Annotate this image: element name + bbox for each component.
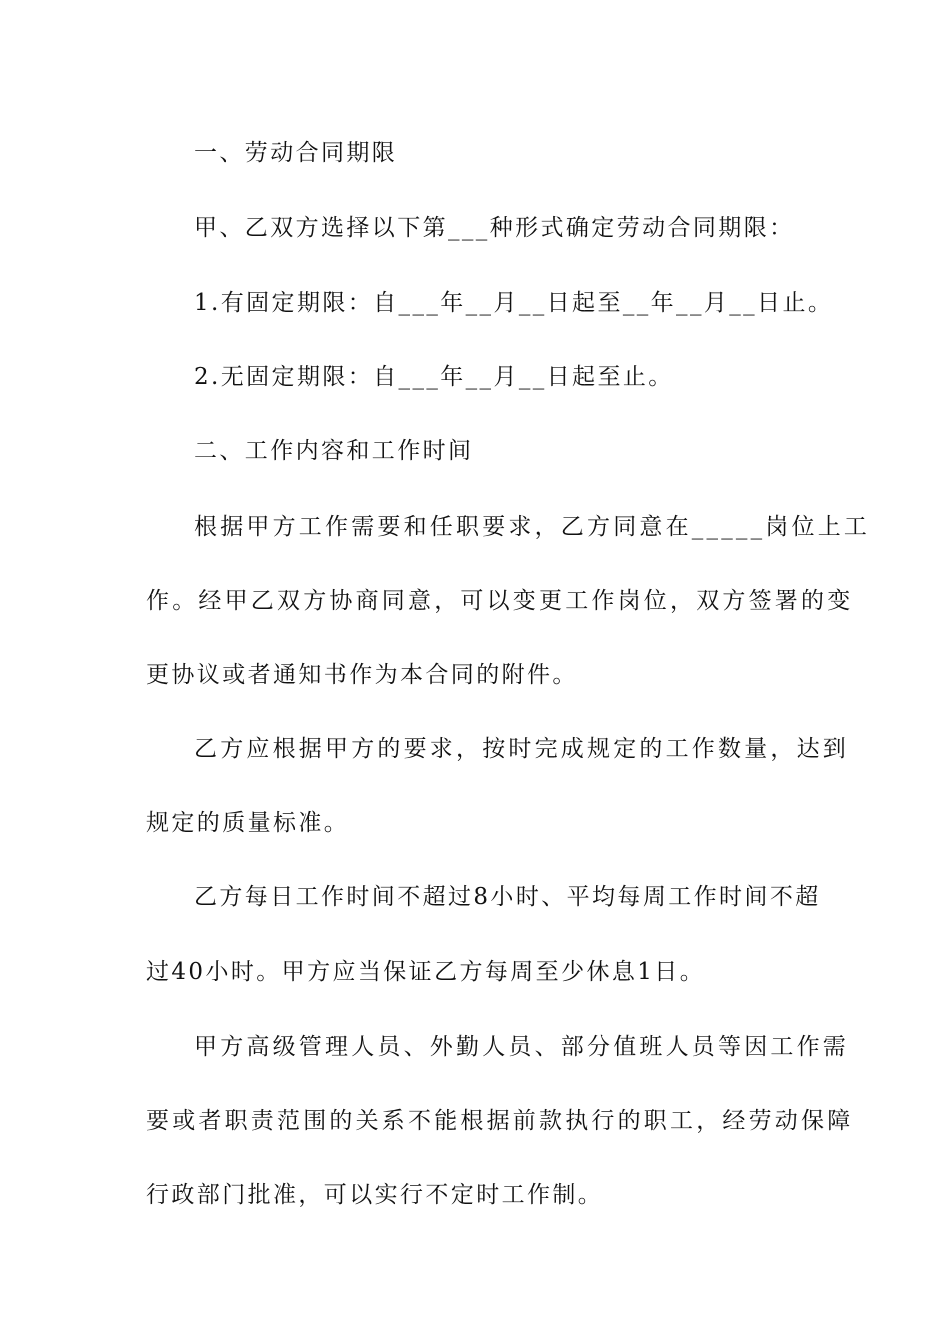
- paragraph-line: 作。经甲乙双方协商同意，可以变更工作岗位，双方签署的变: [146, 588, 854, 614]
- paragraph-line: 更协议或者通知书作为本合同的附件。: [146, 662, 578, 688]
- paragraph-line: 乙方应根据甲方的要求，按时完成规定的工作数量，达到: [194, 736, 849, 762]
- paragraph-line: 要或者职责范围的关系不能根据前款执行的职工，经劳动保障: [146, 1108, 854, 1134]
- fixed-term-text: 1.有固定期限：自___年__月__日起至__年__月__日止。: [194, 290, 834, 316]
- term-choice-text: 甲、乙双方选择以下第___种形式确定劳动合同期限：: [194, 215, 795, 241]
- paragraph-line: 过40小时。甲方应当保证乙方每周至少休息1日。: [146, 959, 706, 985]
- paragraph-line: 行政部门批准，可以实行不定时工作制。: [146, 1182, 604, 1208]
- paragraph-line: 根据甲方工作需要和任职要求，乙方同意在_____岗位上工: [194, 514, 871, 540]
- open-term-text: 2.无固定期限：自___年__月__日起至止。: [194, 364, 674, 390]
- section2-heading: 二、工作内容和工作时间: [194, 438, 474, 464]
- section1-heading: 一、劳动合同期限: [194, 140, 398, 166]
- paragraph-line: 甲方高级管理人员、外勤人员、部分值班人员等因工作需: [194, 1034, 849, 1060]
- paragraph-line: 乙方每日工作时间不超过8小时、平均每周工作时间不超: [194, 884, 821, 910]
- paragraph-line: 规定的质量标准。: [146, 810, 350, 836]
